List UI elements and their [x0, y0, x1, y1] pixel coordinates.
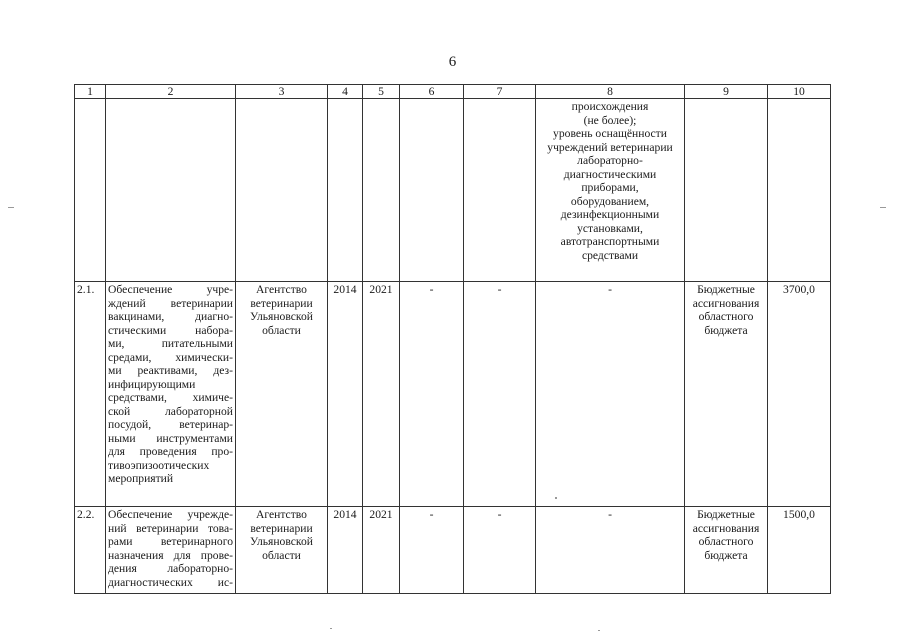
column-number-row [75, 85, 831, 99]
col7-value: - [464, 282, 536, 507]
scan-speck [880, 207, 886, 208]
scan-speck [598, 630, 600, 631]
column-number: 5 [363, 85, 400, 99]
table-row [75, 507, 831, 594]
column-number: 3 [236, 85, 328, 99]
col6-value: - [400, 507, 464, 594]
end-year: 2021 [363, 282, 400, 507]
scan-speck [330, 628, 332, 629]
table-row [75, 282, 831, 507]
column-number: 10 [768, 85, 831, 99]
column-number: 7 [464, 85, 536, 99]
funding-amount: 3700,0 [768, 282, 831, 507]
funding-source: Бюджетные ассигнования областного бюджета [685, 507, 768, 594]
continuation-row [75, 99, 831, 282]
responsible-agency: Агентство ветеринарии Ульяновской области [236, 282, 328, 507]
column-number: 9 [685, 85, 768, 99]
indicator-value: - [536, 507, 685, 594]
column-number: 4 [328, 85, 363, 99]
measure-description: Обеспечение учрежде- ний ветеринарии това- рами ветеринарного назначения для прове- дения лабораторно- диагностических ис- [106, 507, 236, 594]
funding-source: Бюджетные ассигнования областного бюджета [685, 282, 768, 507]
indicator-cell: происхождения (не более); уровень оснащённости учреждений ветеринарии лабораторно- диагностическими приборами, оборудованием, дезинфекционными установками, автотранспортными средствами [536, 99, 685, 282]
col7-value: - [464, 507, 536, 594]
column-number: 1 [75, 85, 106, 99]
start-year: 2014 [328, 507, 363, 594]
row-number: 2.2. [75, 507, 106, 594]
column-number: 8 [536, 85, 685, 99]
responsible-agency: Агентство ветеринарии Ульяновской области [236, 507, 328, 594]
end-year: 2021 [363, 507, 400, 594]
row-number: 2.1. [75, 282, 106, 507]
start-year: 2014 [328, 282, 363, 507]
program-table [74, 84, 831, 594]
scan-speck [555, 497, 557, 499]
scan-speck [8, 207, 14, 208]
indicator-value: - [536, 282, 685, 507]
col6-value: - [400, 282, 464, 507]
column-number: 2 [106, 85, 236, 99]
page-number: 6 [448, 54, 457, 70]
measure-description: Обеспечение учре- ждений ветеринарии вакцинами, диагно- стическими набора- ми, питательными средами, химически- ми реактивами, дез- инфицирующими средствами, химиче- ской лабораторной посудой, ветеринар- ными инструментами для проведения про- тивоэпизоотических мероприятий [106, 282, 236, 507]
column-number: 6 [400, 85, 464, 99]
funding-amount: 1500,0 [768, 507, 831, 594]
